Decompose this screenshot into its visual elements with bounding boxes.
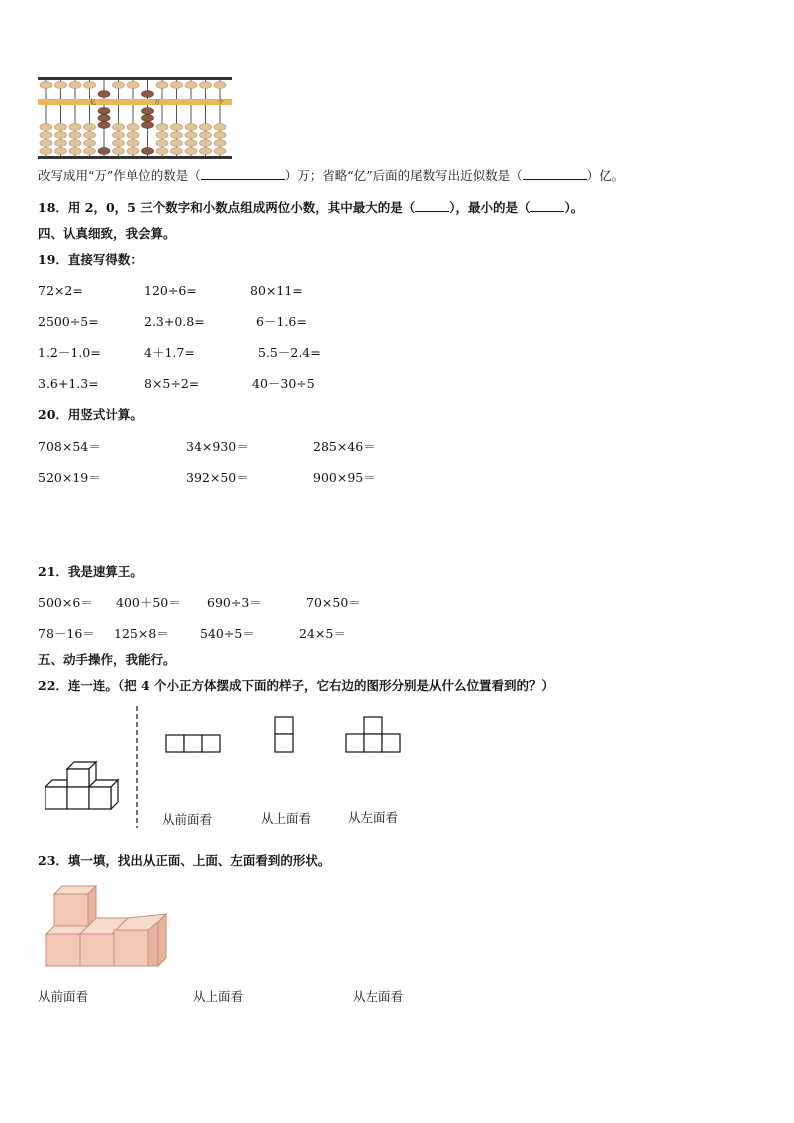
abacus-bead bbox=[40, 132, 52, 139]
abacus-bead bbox=[156, 148, 168, 155]
abacus-bead bbox=[84, 82, 96, 89]
abacus-bead bbox=[40, 148, 52, 155]
q17-blank-yi[interactable] bbox=[523, 168, 587, 180]
q21-item: 690÷3＝ bbox=[207, 595, 262, 610]
abacus-bead bbox=[142, 148, 154, 155]
section-5-heading: 五、动手操作，我能行。 bbox=[38, 652, 176, 667]
q17-text-start: 改写成用“万”作单位的数是（ bbox=[38, 168, 201, 183]
q18-line bbox=[38, 200, 583, 216]
abacus-bead bbox=[55, 132, 67, 139]
abacus-bead bbox=[171, 124, 183, 131]
abacus-bead bbox=[113, 124, 125, 131]
abacus-bead bbox=[55, 148, 67, 155]
abacus-bead bbox=[98, 115, 110, 122]
q20-item: 34×930＝ bbox=[186, 439, 249, 454]
q19-item: 3.6+1.3= bbox=[38, 376, 99, 391]
abacus-bead bbox=[214, 124, 226, 131]
abacus-bead bbox=[69, 132, 81, 139]
abacus-bead bbox=[55, 140, 67, 147]
q23-title: 23．填一填，找出从正面、上面、左面看到的形状。 bbox=[38, 853, 331, 868]
q19-item: 6－1.6= bbox=[256, 314, 307, 329]
q19-item: 120÷6= bbox=[144, 283, 197, 298]
q21-item: 78－16＝ bbox=[38, 626, 95, 641]
abacus-bead bbox=[84, 140, 96, 147]
abacus-bead bbox=[55, 124, 67, 131]
q19-item: 2.3+0.8= bbox=[144, 314, 205, 329]
abacus-bead bbox=[98, 91, 110, 98]
abacus-bead bbox=[142, 122, 154, 129]
q19-item: 40－30÷5 bbox=[252, 376, 315, 391]
abacus-bead bbox=[142, 91, 154, 98]
abacus-bead bbox=[171, 148, 183, 155]
abacus-bead bbox=[127, 148, 139, 155]
abacus-bead bbox=[142, 108, 154, 115]
q19-item: 72×2= bbox=[38, 283, 83, 298]
q22-dashed-divider bbox=[135, 706, 139, 828]
abacus-bead bbox=[156, 124, 168, 131]
abacus-bead bbox=[69, 82, 81, 89]
abacus-bead bbox=[200, 132, 212, 139]
abacus-bead bbox=[171, 140, 183, 147]
q19-item: 1.2－1.0= bbox=[38, 345, 101, 360]
abacus-bead bbox=[142, 115, 154, 122]
abacus-bead bbox=[156, 82, 168, 89]
q17-blank-wan[interactable] bbox=[201, 168, 285, 180]
abacus-bead bbox=[84, 124, 96, 131]
abacus-bead bbox=[113, 132, 125, 139]
section-4-heading: 四、认真细致，我会算。 bbox=[38, 226, 176, 241]
abacus-bead bbox=[113, 82, 125, 89]
abacus-bead bbox=[214, 140, 226, 147]
abacus-label-ge: 个 bbox=[218, 99, 225, 106]
q18-blank-min[interactable] bbox=[530, 200, 564, 212]
abacus-bead bbox=[127, 140, 139, 147]
q19-item: 4＋1.7= bbox=[144, 345, 195, 360]
q17-text-end: ）亿。 bbox=[586, 168, 625, 183]
q18-blank-max[interactable] bbox=[415, 200, 449, 212]
q20-item: 520×19＝ bbox=[38, 470, 101, 485]
q21-item: 500×6＝ bbox=[38, 595, 93, 610]
abacus-bead bbox=[98, 122, 110, 129]
q21-item: 400＋50＝ bbox=[116, 595, 181, 610]
abacus-bead bbox=[214, 82, 226, 89]
q21-item: 24×5＝ bbox=[299, 626, 346, 641]
q22-title: 22．连一连。（把 4 个小正方体摆成下面的样子，它右边的图形分别是从什么位置看到的？） bbox=[38, 678, 555, 693]
q21-item: 125×8＝ bbox=[114, 626, 169, 641]
abacus-bead bbox=[113, 140, 125, 147]
q22-view-three-in-row bbox=[165, 734, 221, 753]
q19-item: 2500÷5= bbox=[38, 314, 99, 329]
abacus-bead bbox=[185, 140, 197, 147]
abacus-label-wan: 万 bbox=[154, 99, 161, 106]
q21-title: 21．我是速算王。 bbox=[38, 564, 143, 579]
abacus-bead bbox=[214, 148, 226, 155]
abacus-bead bbox=[40, 124, 52, 131]
abacus-bead bbox=[40, 140, 52, 147]
q19-title: 19．直接写得数： bbox=[38, 252, 143, 267]
q18-text-b: ），最小的是（ bbox=[449, 200, 531, 215]
abacus-bead bbox=[200, 124, 212, 131]
abacus-bead bbox=[156, 140, 168, 147]
q23-label-left: 从左面看 bbox=[353, 989, 404, 1004]
abacus-bead bbox=[69, 148, 81, 155]
abacus-label-yi: 亿 bbox=[90, 99, 97, 106]
q22-label-front: 从前面看 bbox=[162, 812, 213, 827]
abacus-bead bbox=[69, 140, 81, 147]
q22-cube-stack-drawing bbox=[45, 750, 125, 812]
abacus-bead bbox=[214, 132, 226, 139]
abacus-bead bbox=[127, 82, 139, 89]
abacus-bead bbox=[171, 132, 183, 139]
q21-item: 70×50＝ bbox=[306, 595, 361, 610]
q20-title: 20．用竖式计算。 bbox=[38, 407, 143, 422]
abacus-bead bbox=[156, 132, 168, 139]
abacus-bead bbox=[84, 132, 96, 139]
q18-text-a: 18．用 2，0，5 三个数字和小数点组成两位小数，其中最大的是（ bbox=[38, 200, 416, 215]
q19-item: 8×5÷2= bbox=[144, 376, 200, 391]
q23-cube-stack-image bbox=[40, 880, 172, 972]
q20-item: 708×54＝ bbox=[38, 439, 101, 454]
abacus-image bbox=[38, 77, 232, 159]
q20-item: 392×50＝ bbox=[186, 470, 249, 485]
abacus-bead bbox=[185, 148, 197, 155]
abacus-bead bbox=[200, 82, 212, 89]
abacus-bead bbox=[98, 108, 110, 115]
abacus-bead bbox=[200, 148, 212, 155]
abacus-bead bbox=[127, 124, 139, 131]
q22-view-two-stacked bbox=[274, 716, 294, 753]
abacus-bead bbox=[185, 124, 197, 131]
abacus-bead bbox=[200, 140, 212, 147]
q22-label-left: 从左面看 bbox=[348, 810, 399, 825]
q18-text-c: ）。 bbox=[564, 200, 584, 215]
abacus-bead bbox=[127, 132, 139, 139]
q21-item: 540÷5＝ bbox=[200, 626, 255, 641]
q17-line bbox=[38, 168, 624, 184]
abacus-bead bbox=[55, 82, 67, 89]
abacus-bead bbox=[171, 82, 183, 89]
abacus-bead bbox=[113, 148, 125, 155]
abacus-bead bbox=[40, 82, 52, 89]
q23-label-top: 从上面看 bbox=[193, 989, 244, 1004]
q23-label-front: 从前面看 bbox=[38, 989, 89, 1004]
q19-item: 5.5－2.4= bbox=[258, 345, 321, 360]
abacus-bead bbox=[84, 148, 96, 155]
q19-item: 80×11= bbox=[250, 283, 303, 298]
abacus-bead bbox=[98, 148, 110, 155]
q17-text-mid: ）万；省略“亿”后面的尾数写出近似数是（ bbox=[284, 168, 523, 183]
q22-label-top: 从上面看 bbox=[261, 811, 312, 826]
abacus-bead bbox=[185, 132, 197, 139]
abacus-bead bbox=[185, 82, 197, 89]
abacus-bead bbox=[69, 124, 81, 131]
q20-item: 285×46＝ bbox=[313, 439, 376, 454]
q20-item: 900×95＝ bbox=[313, 470, 376, 485]
q22-view-t-shape bbox=[345, 716, 401, 753]
